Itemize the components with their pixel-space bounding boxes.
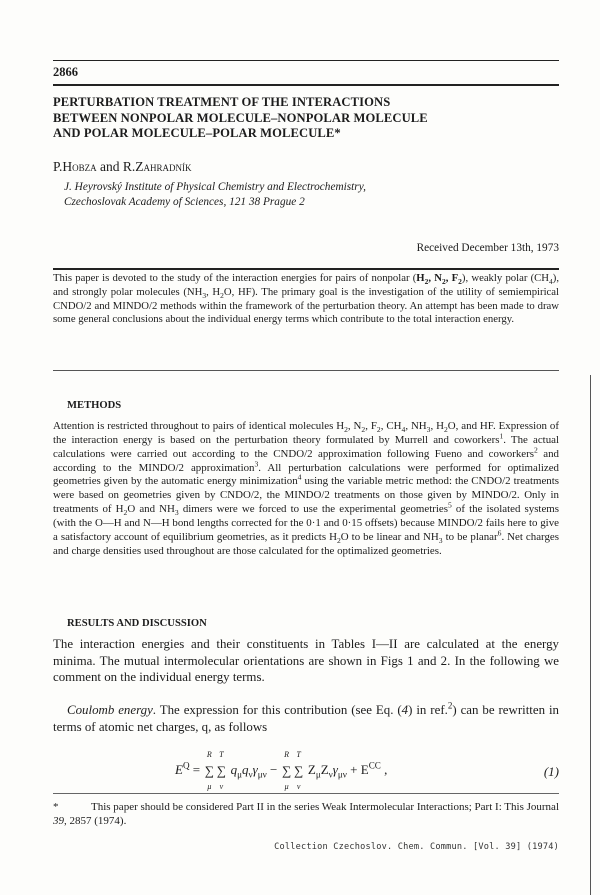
page-number: 2866 (53, 65, 78, 79)
reference-superscript: 2 (447, 700, 453, 711)
text: . All perturbation calculations were performed for optimalized geometries given by the automatic energy minimization (53, 461, 559, 488)
reference-superscript: 4 (297, 472, 302, 482)
text: ), weakly polar (CH (461, 272, 550, 284)
author-initial: P. (53, 159, 63, 174)
received-date: Received December 13th, 1973 (416, 242, 559, 254)
text: , NH (405, 420, 427, 432)
text: H (416, 272, 425, 284)
author-conjunction: and (96, 159, 123, 174)
sum-operator: T ∑ ν (293, 750, 304, 792)
math-operator: = (189, 762, 204, 777)
subscript: 4 (549, 277, 553, 287)
author-name: Hobza (62, 159, 97, 174)
subscript: 2 (443, 425, 448, 435)
text: , F (445, 272, 459, 284)
math-superscript: Q (182, 760, 190, 771)
subscript: 2 (336, 535, 341, 545)
text: O, HF). The primary goal is the investigation of the utility of semiempirical CNDO/2 and MINDO/2 methods within the framework of the perturbation theory. An attempt has been made to draw some general conclusions about the individual energy terms which contribute to the total interaction energy. (53, 285, 559, 326)
text: . Net charges and charge densities used throughout are those calculated for the optimalized geometries. (53, 530, 559, 557)
math-subscript: ν (328, 769, 333, 780)
reference-superscript: 5 (447, 500, 452, 510)
authors (53, 159, 192, 175)
text: Attention is restricted throughout to pairs of identical molecules H (53, 420, 345, 432)
math-symbol: γ (252, 762, 258, 777)
text: and according to the MINDO/2 approximation (53, 447, 559, 474)
math-subscript: μ (315, 769, 321, 780)
footnote-mark: * (53, 801, 59, 813)
sum-limit: ν (296, 782, 301, 792)
scan-artifact-line (590, 375, 591, 895)
text: to be planar (442, 530, 498, 543)
sum-operator: R ∑ μ (204, 750, 215, 792)
sum-operator: R ∑ μ (281, 750, 292, 792)
text: . The actual calculations were carried out according to the CNDO/2 approximation following Fueno and coworkers (53, 433, 559, 460)
reference-superscript: 6 (497, 528, 502, 538)
math-symbol: E (175, 762, 183, 777)
subscript: 2 (361, 425, 366, 435)
math-subscript: μν (337, 769, 347, 780)
sum-limit: T (296, 750, 301, 760)
author-initial: R. (122, 159, 136, 174)
sum-limit: μ (207, 782, 212, 792)
methods-heading: METHODS (67, 400, 122, 411)
affiliation-line: Czechoslovak Academy of Sciences, 121 38 Prague 2 (64, 195, 305, 208)
text: , H (206, 285, 221, 298)
article-title (53, 95, 559, 142)
text: , F (365, 420, 377, 432)
subscript: 3 (202, 290, 207, 300)
math-symbol: Z (307, 762, 316, 777)
subscript: 2 (344, 425, 348, 435)
subscript: 2 (123, 508, 128, 518)
text: , CH (380, 420, 402, 432)
sum-limit: R (206, 750, 212, 760)
title-line: BETWEEN NONPOLAR MOLECULE–NONPOLAR MOLECULE (53, 110, 428, 125)
math-subscript: μ (237, 769, 243, 780)
text: , N (347, 420, 362, 432)
subscript: 2 (424, 277, 429, 287)
affiliation-line: J. Heyrovský Institute of Physical Chemistry and Electrochemistry, (64, 181, 366, 193)
subscript: 3 (438, 535, 443, 545)
text: , H (430, 420, 444, 432)
reference-superscript: 1 (499, 431, 504, 441)
footnote-rule (53, 793, 559, 794)
text: of the isolated systems (with the O—H and N—H bond lengths corrected for the 0·1 and 0·15 offsets) because MINDO/2 fails here to give a satisfactory account of equilibrium geometries, as it predicts H (53, 503, 559, 543)
author-name: Zahradník (135, 159, 192, 174)
title-line: PERTURBATION TREATMENT OF THE INTERACTIONS (53, 95, 391, 109)
methods-paragraph (53, 420, 559, 558)
equation-1 (175, 752, 559, 792)
sum-limit: ν (219, 782, 224, 792)
subscript: 3 (174, 508, 179, 518)
title-line: AND POLAR MOLECULE–POLAR MOLECULE* (53, 126, 341, 140)
subscript: 2 (376, 425, 381, 435)
text: using the variable metric method: the CNDO/2 treatments were based on geometries given by CNDO/2, the MINDO/2 treatments on those given by MINDO/2. Only in treatments of H (53, 475, 559, 516)
equation-body (175, 750, 388, 792)
header-top-rule (53, 60, 559, 61)
coulomb-paragraph (53, 702, 559, 735)
sum-limit: T (219, 750, 224, 760)
abstract-bottom-rule (53, 370, 559, 371)
text: O, and HF. Expression of the interaction energy is based on the perturbation theory formulated by Murrell and coworkers (53, 420, 559, 446)
math-symbol: Z (320, 762, 329, 777)
sum-operator: T ∑ ν (216, 750, 227, 792)
sum-limit: R (284, 750, 290, 760)
reference-superscript: 3 (254, 458, 259, 468)
math-superscript: CC (368, 760, 381, 771)
math-symbol: q (242, 762, 249, 777)
subscript: 2 (458, 277, 462, 287)
results-paragraph: The interaction energies and their constituents in Tables I—II are calculated at the energy minima. The mutual intermolecular orientations are shown in Figs 1 and 2. In the following we comment on the individual energy terms. (53, 637, 559, 685)
footnote (53, 800, 559, 828)
volume-number: 39 (53, 815, 64, 828)
results-heading: RESULTS AND DISCUSSION (67, 618, 207, 629)
math-subscript: ν (248, 769, 253, 780)
math-punctuation: , (380, 762, 388, 777)
subscript: 2 (441, 277, 446, 287)
abstract-top-rule (53, 268, 559, 270)
text: O and NH (127, 503, 175, 516)
subscript: 4 (401, 425, 406, 435)
text: dimers were we forced to use the experimental geometries (178, 503, 448, 516)
text: ) can be rewritten in terms of atomic net charges, q, as follows (53, 703, 559, 734)
subscript: 2 (220, 290, 224, 300)
text: . The expression for this contribution (see Eq. ( (152, 703, 402, 717)
text: ) in ref. (408, 703, 448, 717)
text: , 2857 (1974). (64, 815, 127, 828)
text: This paper should be considered Part II in the series Weak Intermolecular Interactions; Part I: This Journal (91, 801, 559, 813)
affiliation (64, 180, 366, 209)
header-bottom-rule (53, 84, 559, 86)
equation-reference: 4 (401, 703, 409, 717)
text: , N (428, 272, 442, 284)
reference-superscript: 2 (534, 445, 538, 455)
text: This paper is devoted to the study of the interaction energies for pairs of nonpolar ( (53, 272, 417, 284)
journal-footer: Collection Czechoslov. Chem. Commun. [Vol. 39] (1974) (274, 842, 559, 852)
text: O to be linear and NH (340, 530, 439, 543)
sum-limit: μ (284, 782, 289, 792)
equation-number: (1) (543, 764, 559, 779)
math-symbol: q (230, 762, 238, 777)
abstract (53, 272, 559, 327)
subscript: 3 (426, 425, 431, 435)
math-operator: + E (346, 762, 369, 777)
run-in-heading: Coulomb energy (67, 703, 153, 717)
math-operator: − (266, 762, 281, 777)
text: ), and strongly polar molecules (NH (53, 272, 560, 298)
math-subscript: μν (257, 769, 267, 780)
math-symbol: γ (332, 762, 338, 777)
